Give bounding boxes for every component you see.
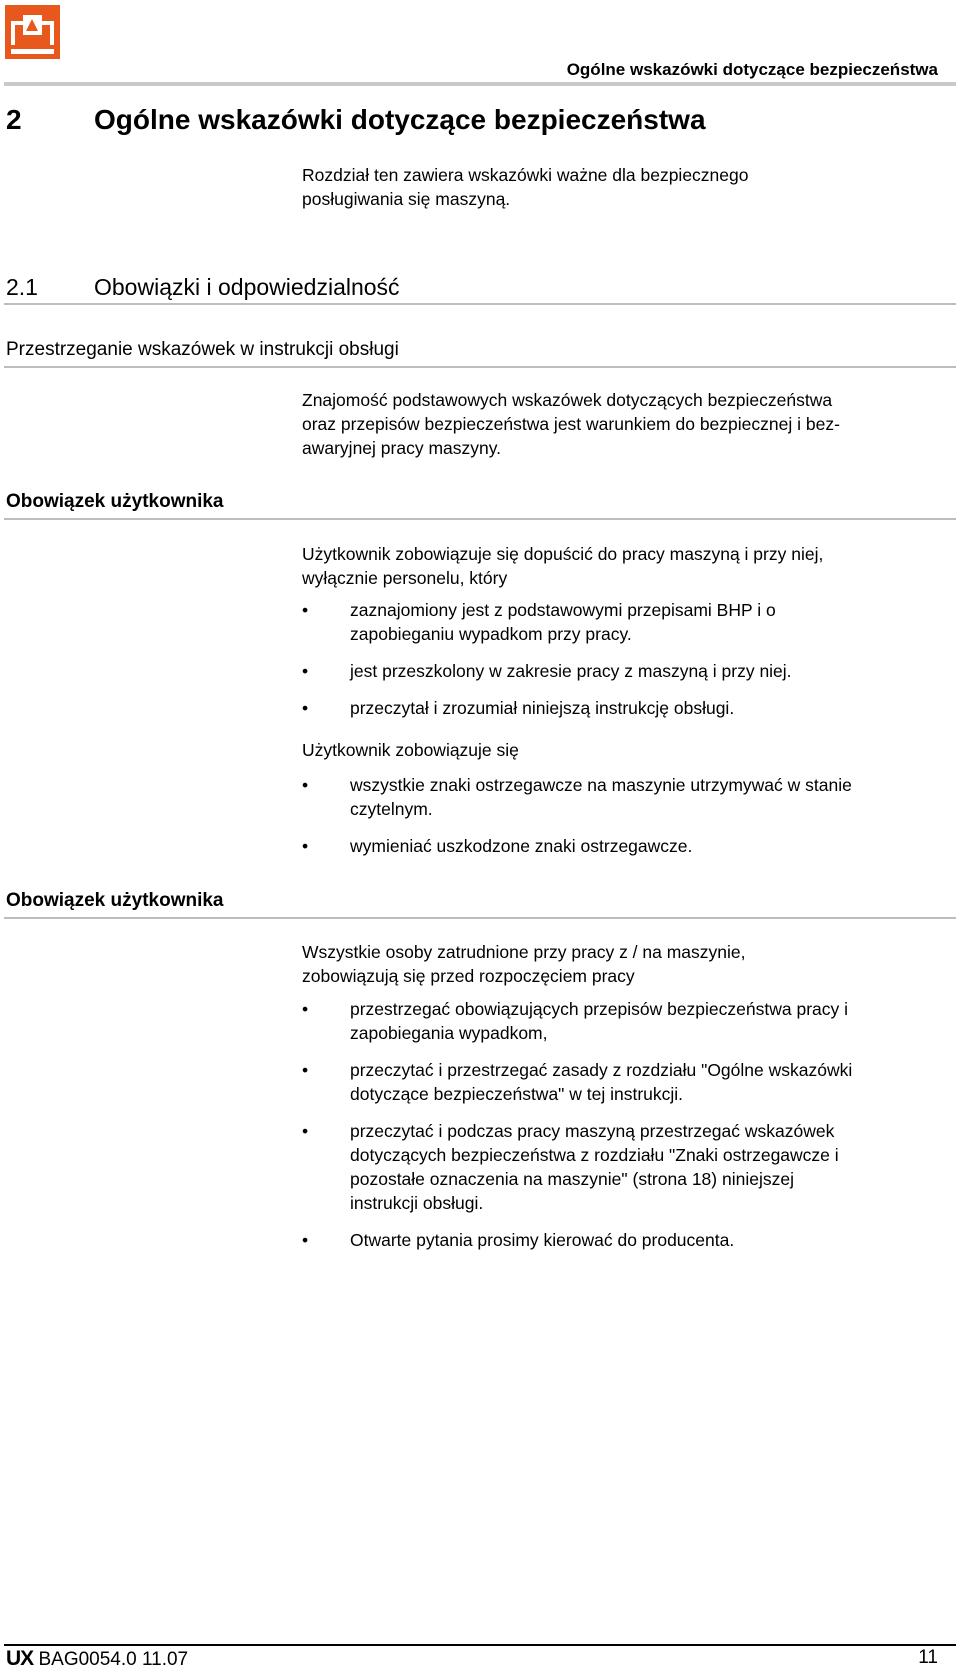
footer-mark: UX [6,1647,34,1670]
footer-doc-code: BAG0054.0 11.07 [38,1649,189,1670]
running-header-title: Ogólne wskazówki dotyczące bezpieczeństwa [566,60,938,79]
subheading-rule [4,518,956,520]
list-item-line: dotyczące bezpieczeństwa" w tej instrukcji. [350,1084,684,1104]
list-item-line: wszystkie znaki ostrzegawcze na maszynie utrzymywać w stanie [350,775,852,795]
list-item-line: zapobieganiu wypadkom przy pracy. [350,624,632,644]
subheading-owner-duty: Obowiązek użytkownika [6,491,224,512]
bullet-icon: • [302,1121,309,1141]
block2-intro [302,542,938,590]
list-item [302,598,942,646]
paragraph-line: Znajomość podstawowych wskazówek dotyczących bezpieczeństwa [302,390,833,410]
section-number: 2.1 [6,274,38,300]
list-item-line: jest przeszkolony w zakresie pracy z maszyną i przy niej. [350,661,792,681]
subheading-rule [4,917,956,919]
list-item-line: przeczytał i zrozumiał niniejszą instrukcję obsługi. [350,698,735,718]
list-item-line: przeczytać i podczas pracy maszyną przestrzegać wskazówek [350,1121,835,1141]
header-rule [4,82,956,86]
intro-line: posługiwania się maszyną. [302,189,511,209]
bullet-icon: • [302,600,309,620]
list-item-line: pozostałe oznaczenia na maszynie" (strona 18) niniejszej [350,1169,794,1189]
bullet-icon: • [302,1060,309,1080]
block2-bullet-list [302,598,942,733]
bullet-icon: • [302,775,309,795]
paragraph-line: Użytkownik zobowiązuje się dopuścić do pracy maszyną i przy niej, [302,544,824,564]
paragraph-line: wyłącznie personelu, który [302,568,508,588]
footer-doc-info [6,1647,188,1671]
page-number: 11 [918,1647,938,1668]
list-item [302,659,942,683]
paragraph-line: Wszystkie osoby zatrudnione przy pracy z / na maszynie, [302,942,746,962]
list-item-line: wymieniać uszkodzone znaki ostrzegawcze. [350,836,693,856]
bullet-icon: • [302,1230,309,1250]
paragraph-line: oraz przepisów bezpieczeństwa jest warunkiem do bezpiecznej i bez- [302,414,840,434]
chapter-title: Ogólne wskazówki dotyczące bezpieczeństwa [94,104,706,135]
subheading-instructions: Przestrzeganie wskazówek w instrukcji obsługi [6,339,399,360]
list-item-line: Otwarte pytania prosimy kierować do producenta. [350,1230,735,1250]
list-item [302,1228,942,1252]
list-item [302,696,942,720]
chapter-intro [302,163,938,211]
block3-intro [302,940,938,988]
bullet-icon: • [302,661,309,681]
paragraph-line: awaryjnej pracy maszyny. [302,438,502,458]
list-item-line: przeczytać i przestrzegać zasady z rozdziału "Ogólne wskazówki [350,1060,853,1080]
paragraph-line: zobowiązują się przed rozpoczęciem pracy [302,966,635,986]
list-item-line: zapobiegania wypadkom, [350,1023,548,1043]
list-item [302,834,942,858]
subheading-owner-duty-2: Obowiązek użytkownika [6,890,224,911]
list-item [302,773,942,821]
amazone-logo-icon [5,5,60,59]
chapter-number: 2 [6,104,22,135]
bullet-icon: • [302,999,309,1019]
list-item [302,1119,942,1215]
intro-line: Rozdział ten zawiera wskazówki ważne dla bezpiecznego [302,165,749,185]
list-item-line: zaznajomiony jest z podstawowymi przepisami BHP i o [350,600,776,620]
bullet-icon: • [302,836,309,856]
block1-paragraph [302,388,938,460]
list-item [302,1058,942,1106]
subheading-rule [4,366,956,368]
list-item-line: czytelnym. [350,799,433,819]
list-item-line: przestrzegać obowiązujących przepisów bezpieczeństwa pracy i [350,999,849,1019]
block3-bullet-list [302,997,942,1265]
footer-rule [4,1644,956,1646]
section-title: Obowiązki i odpowiedzialność [94,274,400,300]
section-rule [4,303,956,305]
list-item [302,997,942,1045]
list-item-line: instrukcji obsługi. [350,1193,484,1213]
block2-bullet-list-2 [302,773,942,871]
block2-intro2: Użytkownik zobowiązuje się [302,740,519,760]
bullet-icon: • [302,698,309,718]
list-item-line: dotyczących bezpieczeństwa z rozdziału "Znaki ostrzegawcze i [350,1145,839,1165]
